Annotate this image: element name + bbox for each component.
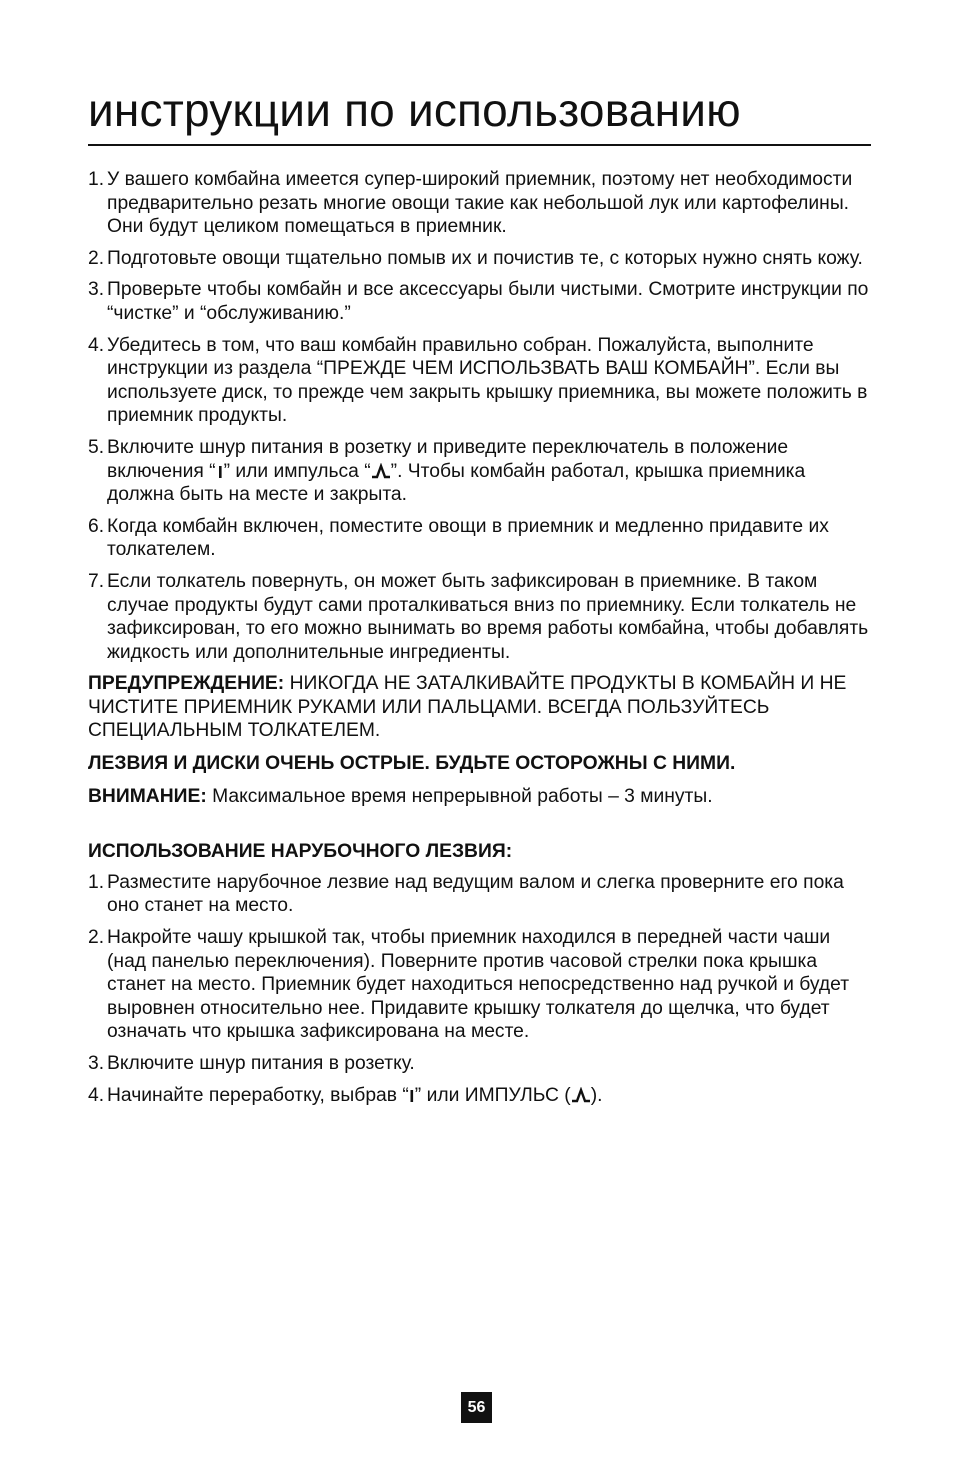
list-item: 1. Разместите нарубочное лезвие над ведущим валом и слегка проверните его пока оно станет на место.	[88, 871, 844, 917]
list-item: 4. Начинайте переработку, выбрав “ ” или ИМПУЛЬС ( ).	[88, 1084, 603, 1106]
list-item: 2. Подготовьте овощи тщательно помыв их и почистив те, с которых нужно снять кожу.	[88, 247, 863, 269]
list-item: 7. Если толкатель повернуть, он может быть зафиксирован в приемнике. В таком случае продукты будут сами проталкиваться вниз по приемнику. Если толкатель не зафиксирован, то его можно вынимать во время работы комбайна, чтобы добавлять жидкость или дополнительные ингредиенты.	[88, 570, 869, 663]
list-item: 1. У вашего комбайна имеется супер-широкий приемник, поэтому нет необходимости предварительно резать многие овощи такие как небольшой лук или картофелины. Они будут целиком помещаться в приемник.	[88, 169, 853, 238]
page-title: инструкции по использованию	[88, 84, 741, 136]
list-item: 4. Убедитесь в том, что ваш комбайн правильно собран. Пожалуйста, выполните инструкции из раздела “ПРЕЖДЕ ЧЕМ ИСПОЛЬЗВАТЬ ВАШ КОМБАЙН”. Если вы используете диск, то прежде чем закрыть крышку приемника, вы можете положить в приемник продукты.	[88, 334, 868, 427]
title-rule	[88, 144, 871, 146]
list-item: 2. Накройте чашу крышкой так, чтобы приемник находился в передней части чаши (над панелью переключения). Поверните против часовой стрелки пока крышка станет на место. Приемник будет находиться непосредственно над ручкой и будет выровнен относительно нее. Придавите крышку толкателя до щелчка, что будет означать что крышка зафиксирована на месте.	[88, 927, 850, 1043]
attention-paragraph: ВНИМАНИЕ: Максимальное время непрерывной работы – 3 минуты.	[88, 785, 713, 807]
warning-label: ПРЕДУПРЕЖДЕНИЕ:	[88, 673, 285, 695]
list-item: 3. Включите шнур питания в розетку.	[88, 1053, 415, 1074]
warning-paragraph: ПРЕДУПРЕЖДЕНИЕ: НИКОГДА НЕ ЗАТАЛКИВАЙТЕ ПРОДУКТЫ В КОМБАЙН И НЕ ЧИСТИТЕ ПРИЕМНИК РУКАМИ ИЛИ ПАЛЬЦАМИ. ВСЕГДА ПОЛЬЗУЙТЕСЬ СПЕЦИАЛЬНЫМ ТОЛКАТЕЛЕМ.	[88, 673, 847, 742]
list-item: 5. Включите шнур питания в розетку и приведите переключатель в положение включения “ ” или импульса “ ”. Чтобы комбайн работал, крышка приемника должна быть на месте и закрыта.	[88, 436, 806, 506]
blade-steps	[88, 871, 871, 1107]
blade-section-heading: ИСПОЛЬЗОВАНИЕ НАРУБОЧНОГО ЛЕЗВИЯ:	[88, 841, 513, 863]
instructions-body	[88, 168, 871, 1115]
pulse-icon	[371, 463, 391, 479]
page-number: 56	[461, 1392, 492, 1423]
usage-steps	[88, 168, 871, 664]
sharp-notice: ЛЕЗВИЯ И ДИСКИ ОЧЕНЬ ОСТРЫЕ. БУДЬТЕ ОСТОРОЖНЫ С НИМИ.	[88, 753, 736, 775]
on-position-icon	[216, 463, 224, 479]
pulse-icon	[571, 1087, 591, 1103]
attention-label: ВНИМАНИЕ:	[88, 785, 207, 807]
list-item: 6. Когда комбайн включен, поместите овощи в приемник и медленно придавите их толкателем.	[88, 515, 829, 561]
list-item: 3. Проверьте чтобы комбайн и все аксессуары были чистыми. Смотрите инструкции по “чистке” и “обслуживанию.”	[88, 279, 869, 324]
